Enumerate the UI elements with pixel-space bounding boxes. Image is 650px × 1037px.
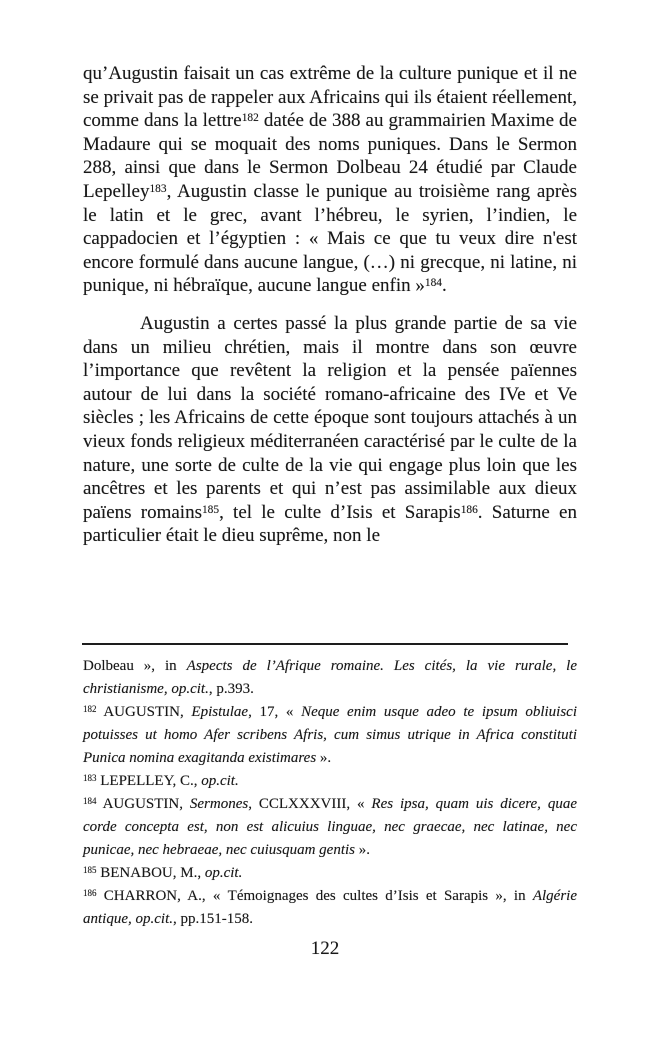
text-segment: op.cit.	[204, 865, 243, 881]
superscript-note-ref: 182	[241, 112, 259, 125]
text-segment: . Saturne en particulier était le dieu suprême, non le	[83, 501, 577, 547]
text-segment: , tel le culte d’Isis et Sarapis	[219, 501, 461, 523]
superscript-note-ref: 183	[149, 182, 167, 195]
text-segment: , pp.151-158.	[173, 911, 253, 927]
text-segment: AUGUSTIN,	[96, 704, 192, 720]
text-segment: op.cit.	[201, 773, 239, 789]
text-segment: , CCLXXXVIII, «	[248, 796, 372, 812]
footnote-186	[83, 885, 577, 931]
footnotes-section	[83, 655, 577, 931]
text-segment: ».	[355, 842, 370, 858]
text-segment: Neque enim usque adeo te ipsum obliuisci potuisses ut homo Afer scribens Afris, cum simus utrique in Africa constituti Punica nomina exagitanda existimares	[83, 704, 577, 766]
superscript-note-ref: 185	[201, 503, 220, 516]
text-segment: AUGUSTIN,	[96, 796, 190, 812]
text-segment: .	[441, 275, 447, 297]
text-segment: CHARRON, A., « Témoignages des cultes d’Isis et Sarapis », in	[96, 888, 533, 904]
text-segment: Sermones	[189, 796, 249, 812]
text-segment: Res ipsa, quam uis dicere, quae corde concepta est, non est alicuius linguae, nec graecae, nec latinae, nec punicae, nec hebraeae, nec cuiusquam gentis	[83, 796, 577, 858]
superscript-note-ref: 183	[83, 772, 97, 783]
superscript-note-ref: 182	[83, 703, 97, 714]
text-segment: , p.393.	[208, 681, 254, 697]
footnote-continuation-181	[83, 655, 577, 701]
footnote-182	[83, 701, 577, 770]
body-paragraph-1	[83, 62, 577, 298]
text-segment: ».	[316, 750, 332, 766]
superscript-note-ref: 184	[424, 277, 442, 290]
footnote-184	[83, 793, 577, 862]
text-segment: , 17, «	[248, 704, 302, 720]
footnote-separator-line	[82, 643, 568, 645]
superscript-note-ref: 184	[83, 795, 97, 806]
text-segment: Epistulae	[191, 704, 249, 720]
footnote-185	[83, 862, 577, 885]
text-segment: , Augustin classe le punique au troisième rang après le latin et le grec, avant l’hébreu, le syrien, l’indien, le cappadocien et l’égyptien : « Mais ce que tu veux dire n'est encore formulé dans aucune langue, (…) ni grecque, ni latine, ni punique, ni hébraïque, aucune langue enfin »	[83, 180, 577, 297]
page-number: 122	[310, 938, 340, 959]
text-segment: BENABOU, M.,	[96, 865, 205, 881]
text-segment: Aspects de l’Afrique romaine. Les cités, la vie rurale, le christianisme, op.cit.	[83, 658, 578, 697]
superscript-note-ref: 185	[83, 864, 97, 875]
text-segment: datée de 388 au grammairien Maxime de Madaure qui se moquait des noms puniques. Dans le Sermon 288, ainsi que dans le Sermon Dolbeau 24 étudié par Claude Lepelley	[83, 110, 577, 202]
text-segment: Algérie antique, op.cit.	[83, 888, 577, 927]
text-segment: Dolbeau », in	[83, 658, 187, 674]
text-segment: LEPELLEY, C.,	[96, 773, 202, 789]
footnote-183	[83, 770, 577, 793]
body-paragraph-2	[83, 312, 577, 548]
text-segment: Augustin a certes passé la plus grande partie de sa vie dans un milieu chrétien, mais il montre dans son œuvre l’importance que revêtent la religion et la pensée païennes autour de lui dans la société romano-africaine des IVe et Ve siècles ; les Africains de cette époque sont toujours attachés à un vieux fonds religieux méditerranéen caractérisé par le culte de la nature, une sorte de culte de la vie qui engage plus loin que les ancêtres et les parents et qui n’est pas assimilable aux dieux païens romains	[83, 312, 577, 523]
text-segment: qu’Augustin faisait un cas extrême de la culture punique et il ne se privait pas de rappeler aux Africains qui ils étaient réellement, comme dans la lettre	[83, 63, 577, 132]
main-text-block	[83, 62, 577, 548]
superscript-note-ref: 186	[460, 503, 478, 516]
superscript-note-ref: 186	[83, 887, 97, 898]
